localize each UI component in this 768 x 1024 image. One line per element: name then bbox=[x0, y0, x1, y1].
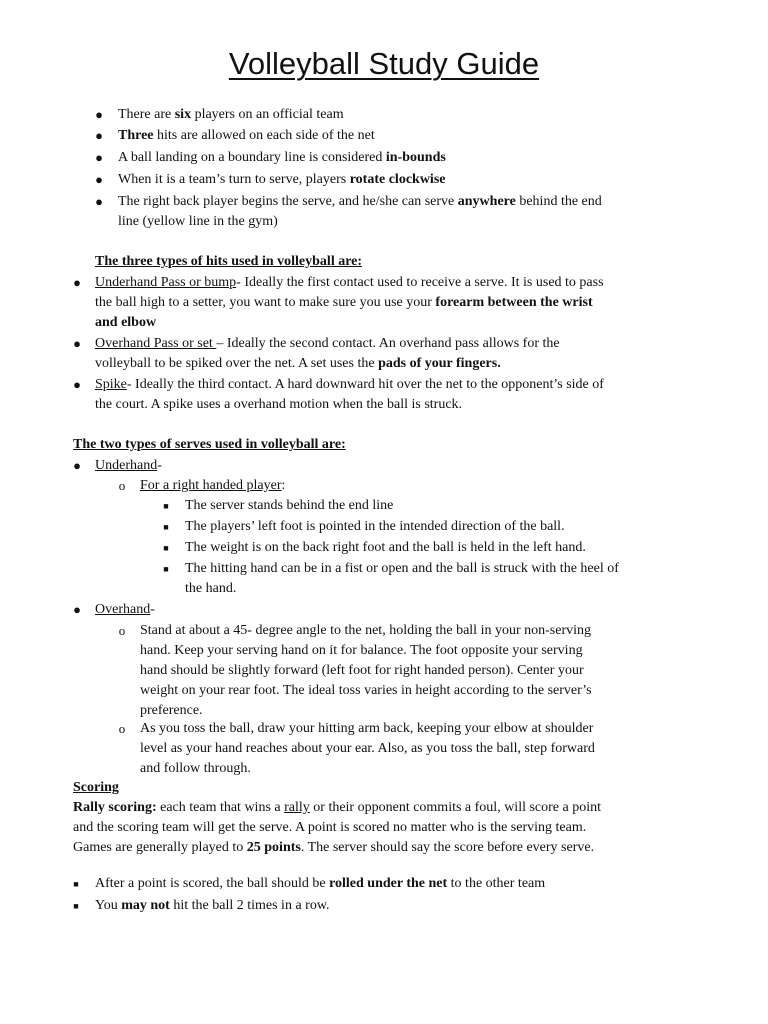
page-title: Volleyball Study Guide bbox=[228, 46, 540, 81]
document-page: Volleyball Study Guide ● There are six players on an official team ● Three hits are allowed on each side of the net ● A ball landing on a boundary line is considered in-bounds ● When it is a team’s turn to serve, players rotate clockwise ● The right back player begins the serve, and he/she can serve anywhere behind the end line (yellow line in the gym) The three types of hits used in volleyball are: ● Underhand Pass or bump- Ideally the first contact used to receive a serve. It is used to pass the ball high to a setter, you want to make sure you use your forearm between the wrist and elbow ● Overhand Pass or set – Ideally the second contact. An overhand pass allows for the volleyball to be spiked over the net. A set uses the pads of your fingers. ● Spike- Ideally the third contact. A hard downward hit over the net to the opponent’s side of the court. A spike uses a overhand motion when the ball is struck. The two types of serves used in volleyball are: ● Underhand- o For a right handed player: ■ The server stands behind the end line ■ The players’ left foot is pointed in the intended direction of the ball. ■ The weight is on the back right foot and the ball is held in the left hand. ■ The hitting hand can be in a fist or open and the ball is struck with the heel of the hand. ● Overhand- o Stand at about a 45- degree angle to the net, holding the ball in your non-serving hand. Keep your serving hand on it for balance. The foot opposite your serving hand should be slightly forward (left foot for right handed person). Center your weight on your rear foot. The ideal toss varies in height according to the server’s preference. o As you toss the ball, draw your hitting arm back, keeping your elbow at shoulder level as your hand reaches about your ear. Also, as you toss the ball, step forward and follow through. Scoring Rally scoring: each team that wins a rally or their opponent commits a foul, will score a point and the scoring team will get the serve. A point is scored no matter who is the serving team. Games are generally played to 25 points. The server should say the score before every serve. ■ After a point is scored, the ball should be rolled under the net to the other team ■ You may not hit the ball 2 times in a row. bbox=[0, 0, 768, 1024]
bullet-icon: ● bbox=[95, 172, 103, 187]
bullet-icon: ● bbox=[73, 336, 81, 351]
bullet-icon: ● bbox=[95, 150, 103, 165]
bullet-icon: ● bbox=[95, 194, 103, 209]
square-bullet-icon: ■ bbox=[163, 522, 169, 532]
circle-bullet-icon: o bbox=[118, 623, 126, 638]
square-bullet-icon: ■ bbox=[163, 501, 169, 511]
circle-bullet-icon: o bbox=[118, 478, 126, 493]
bullet-icon: ● bbox=[95, 107, 103, 122]
bullet-icon: ● bbox=[73, 602, 81, 617]
bullet-icon: ● bbox=[73, 275, 81, 290]
bullet-icon: ● bbox=[95, 128, 103, 143]
circle-bullet-icon: o bbox=[118, 721, 126, 736]
square-bullet-icon: ■ bbox=[73, 879, 79, 889]
bullet-icon: ● bbox=[73, 458, 81, 473]
square-bullet-icon: ■ bbox=[163, 564, 169, 574]
bullet-icon: ● bbox=[73, 377, 81, 392]
square-bullet-icon: ■ bbox=[163, 543, 169, 553]
square-bullet-icon: ■ bbox=[73, 901, 79, 911]
